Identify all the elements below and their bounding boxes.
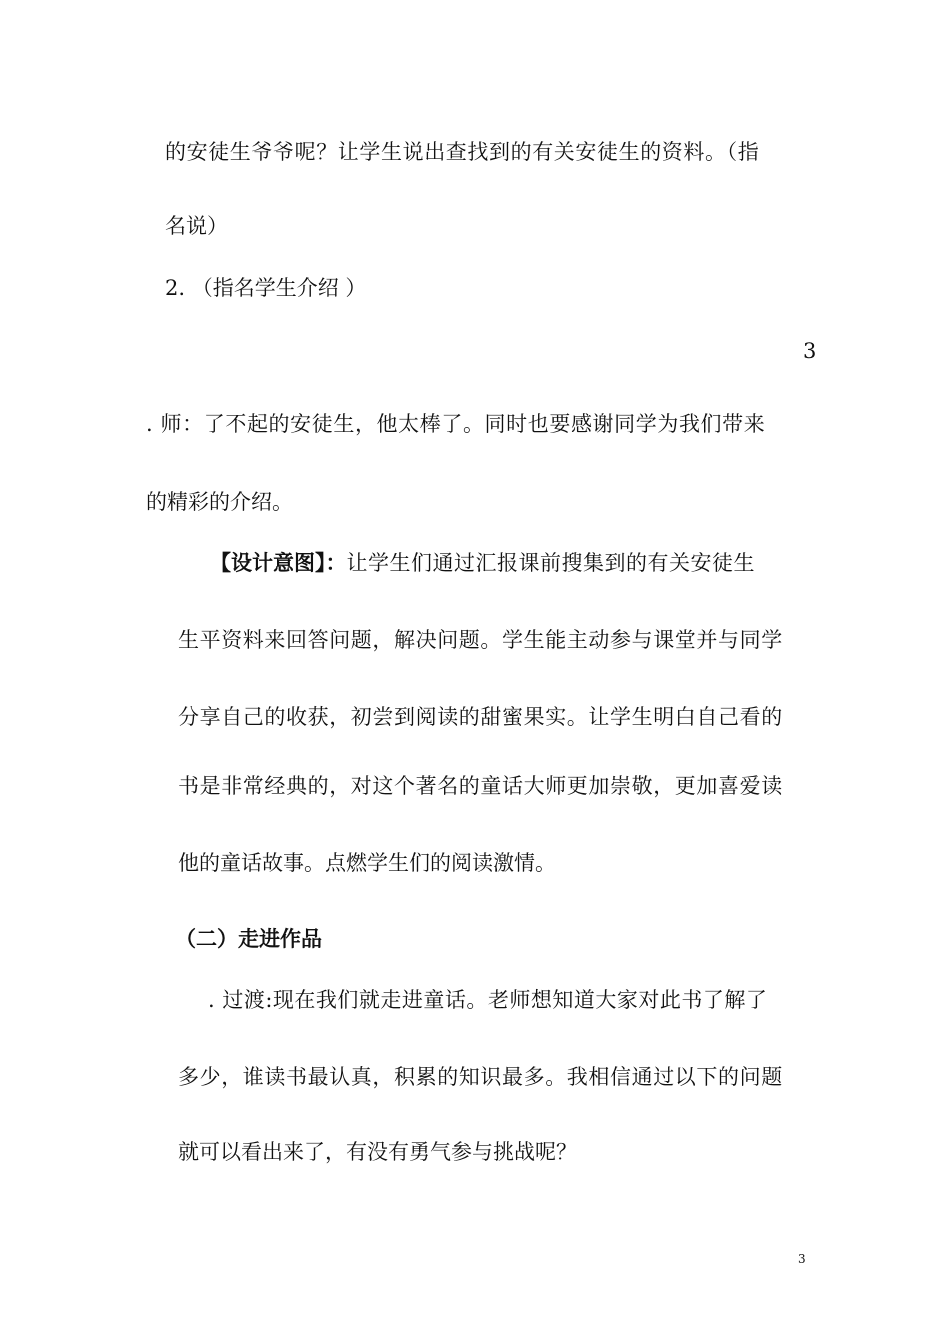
paragraph-line: 他的童话故事。点燃学生们的阅读激情。 xyxy=(178,851,556,875)
paragraph-line: 分享自己的收获，初尝到阅读的甜蜜果实。让学生明白自己看的 xyxy=(178,705,783,729)
section-heading: （二）走进作品 xyxy=(175,926,322,951)
paragraph-line: 的精彩的介绍。 xyxy=(146,490,293,514)
paragraph-line: 就可以看出来了，有没有勇气参与挑战呢？ xyxy=(178,1140,577,1164)
paragraph-line: 多少，谁读书最认真，积累的知识最多。我相信通过以下的问题 xyxy=(178,1065,783,1089)
design-intent-text: 让学生们通过汇报课前搜集到的有关安徒生 xyxy=(346,551,755,575)
paragraph-line: . 过渡:现在我们就走进童话。老师想知道大家对此书了解了 xyxy=(208,988,768,1012)
paragraph-line: 生平资料来回答问题，解决问题。学生能主动参与课堂并与同学 xyxy=(178,628,783,652)
design-intent-label: 【设计意图】： xyxy=(210,550,347,575)
page-number: 3 xyxy=(798,1252,806,1266)
paragraph-line: . 师：了不起的安徒生，他太棒了。同时也要感谢同学为我们带来 xyxy=(146,412,766,436)
list-item-2: 2. （指名学生介绍 ） xyxy=(165,276,367,300)
list-number-3: 3 xyxy=(803,339,817,363)
design-intent-line xyxy=(210,549,755,577)
paragraph-line: 书是非常经典的，对这个著名的童话大师更加崇敬，更加喜爱读 xyxy=(178,774,783,798)
paragraph-line: 的安徒生爷爷呢？让学生说出查找到的有关安徒生的资料。（指 xyxy=(165,140,760,164)
paragraph-line: 名说） xyxy=(165,214,228,238)
